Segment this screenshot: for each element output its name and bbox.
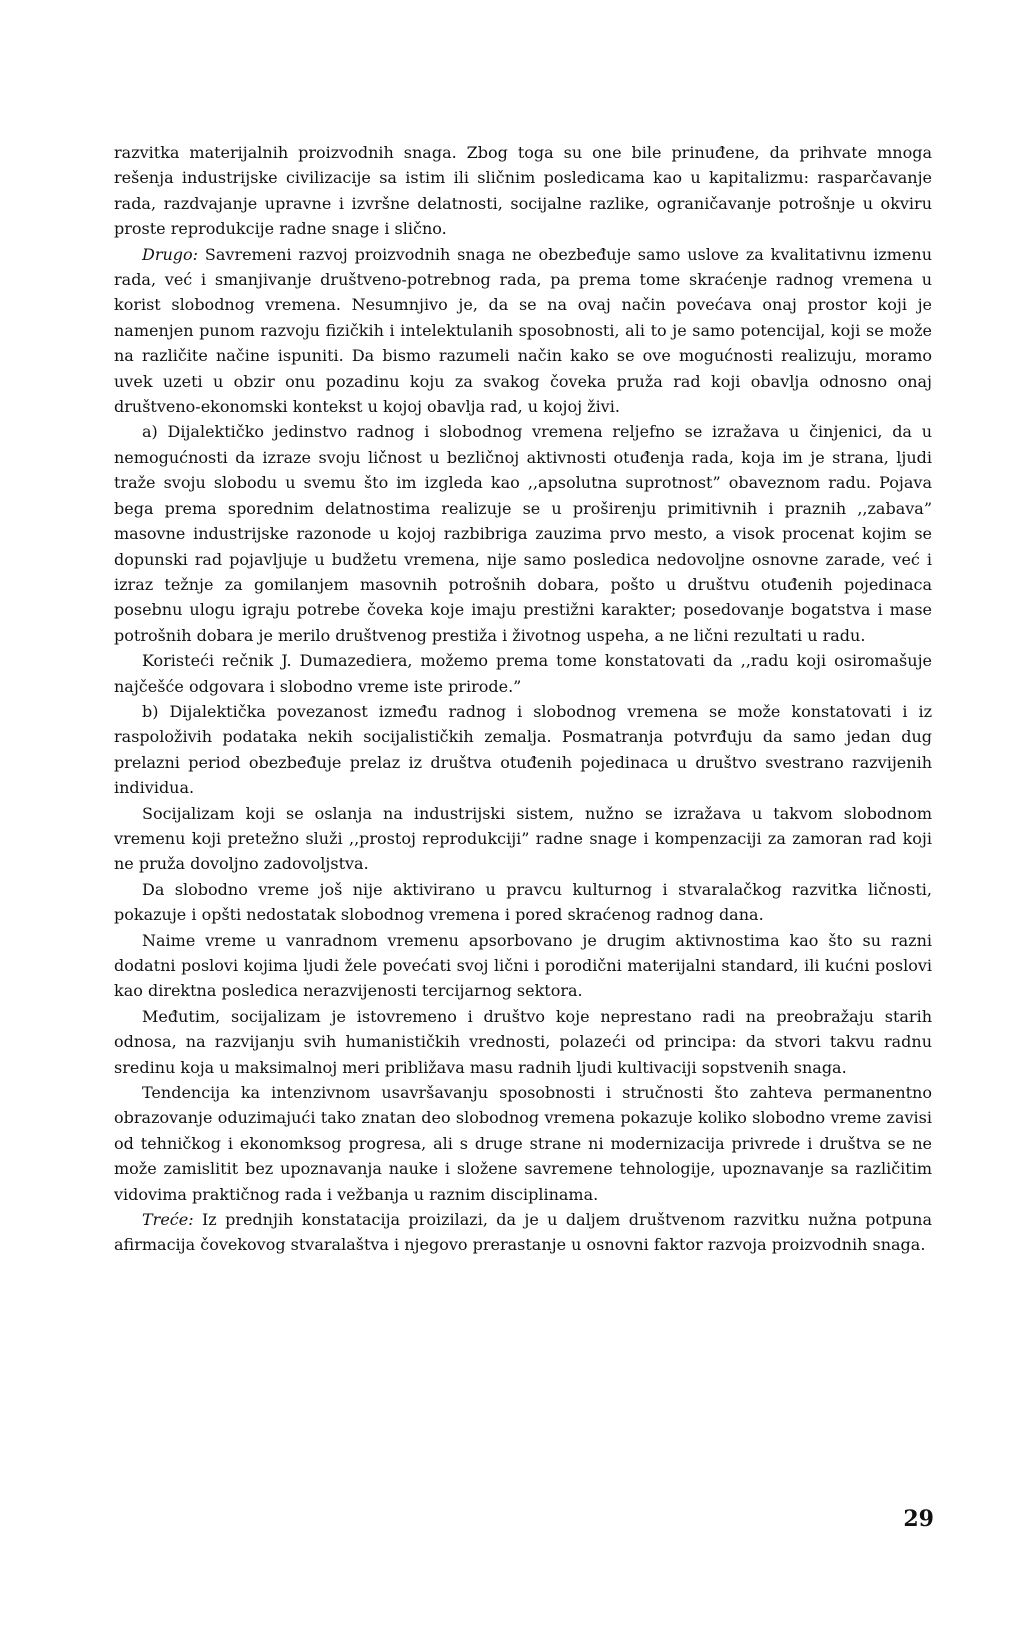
paragraph-9: [114, 1004, 932, 1080]
paragraph-text: razvitka materijalnih proizvodnih snaga. Zbog toga su one bile prinuđene, da prihvate mnoga rešenja industrijske civilizacije sa istim ili sličnim posledicama kao u kapitalizmu: rasparčavanje rada, razdvajanje upravne i izvršne delatnosti, socijalne razlike, ograničavanje potrošnje u okviru proste reprodukcije radne snage i slično.: [114, 143, 932, 239]
paragraph-2: [114, 242, 932, 420]
paragraph-8: [114, 928, 932, 1004]
paragraph-text: Tendencija ka intenzivnom usavršavanju sposobnosti i stručnosti što zahteva permanentno obrazovanje oduzimajući tako znatan deo slobodnog vremena pokazuje koliko slobodno vreme zavisi od tehničkog i ekonomksog progresa, ali s druge strane ni modernizacija privrede i društva se ne može zamislitit bez upoznavanja nauke i složene savremene tehnologije, upoznavanje sa različitim vidovima praktičnog rada i vežbanja u raznim disciplinama.: [114, 1083, 932, 1204]
paragraph-4: [114, 648, 932, 699]
paragraph-text: a) Dijalektičko jedinstvo radnog i slobodnog vremena reljefno se izražava u činjenici, da u nemogućnosti da izraze svoju ličnost u bezličnoj aktivnosti otuđenja rada, koja im je strana, ljudi traže svoju slobodu u svemu što im izgleda kao ,,apsolutna suprotnost” obaveznom radu. Pojava bega prema sporednim delatnostima realizuje se u proširenju primitivnih i praznih ,,zabava” masovne industrijske razonode u kojoj razbibriga zauzima prvo mesto, a visok procenat kojim se dopunski rad pojavljuje u budžetu vremena, nije samo posledica nedovoljne osnovne zarade, već i izraz težnje za gomilanjem masovnih potrošnih dobara, pošto u društvu otuđenih pojedinaca posebnu ulogu igraju potrebe čoveka koje imaju prestižni karakter; posedovanje bogatstva i mase potrošnih dobara je merilo društvenog prestiža i životnog uspeha, a ne lični rezultati u radu.: [114, 422, 932, 645]
paragraph-lead: Treće:: [142, 1210, 194, 1230]
paragraph-1: [114, 140, 932, 242]
paragraph-text: b) Dijalektička povezanost između radnog i slobodnog vremena se može konstatovati i iz raspoloživih podataka nekih socijalističkih zemalja. Posmatranja potvrđuju da samo jedan dug prelazni period obezbeđuje prelaz iz društva otuđenih pojedinaca u društvo svestrano razvijenih individua.: [114, 701, 932, 798]
paragraph-text: Naime vreme u vanradnom vremenu apsorbovano je drugim aktivnostima kao što su razni dodatni poslovi kojima ljudi žele povećati svoj lični i porodični materijalni standard, ili kućni poslovi kao direktna posledica nerazvijenosti tercijarnog sektora.: [114, 930, 932, 1001]
paragraph-11: [114, 1207, 932, 1258]
paragraph-3: [114, 419, 932, 648]
paragraph-text: Socijalizam koji se oslanja na industrijski sistem, nužno se izražava u takvom slobodnom vremenu koji pretežno služi ,,prostoj reprodukciji” radne snage i kompenzaciji za zamoran rad koji ne pruža dovoljno zadovoljstva.: [114, 803, 932, 874]
paragraph-text: Iz prednjih konstatacija proizilazi, da je u daljem društvenom razvitku nužna potpuna afirmacija čovekovog stvaralaštva i njegovo prerastanje u osnovni faktor razvoja proizvodnih snaga.: [114, 1210, 932, 1255]
page-number: 29: [903, 1506, 934, 1532]
paragraph-5: [114, 699, 932, 801]
paragraph-7: [114, 877, 932, 928]
paragraph-text: Koristeći rečnik J. Dumazediera, možemo prema tome konstatovati da ,,radu koji osiromašuje najčešće odgovara i slobodno vreme iste prirode.”: [114, 651, 932, 696]
paragraph-text: Da slobodno vreme još nije aktivirano u pravcu kulturnog i stvaralačkog razvitka ličnosti, pokazuje i opšti nedostatak slobodnog vremena i pored skraćenog radnog dana.: [114, 879, 932, 925]
paragraph-6: [114, 801, 932, 877]
paragraph-lead: Drugo:: [142, 244, 199, 264]
page-body: [114, 140, 932, 1258]
paragraph-10: [114, 1080, 932, 1207]
paragraph-text: Međutim, socijalizam je istovremeno i društvo koje neprestano radi na preobražaju starih odnosa, na razvijanju svih humanističkih vrednosti, polazeći od principa: da stvori takvu radnu sredinu koja u maksimalnoj meri približava masu radnih ljudi kultivaciji sopstvenih snaga.: [114, 1006, 932, 1077]
paragraph-text: Savremeni razvoj proizvodnih snaga ne obezbeđuje samo uslove za kvalitativnu izmenu rada, već i smanjivanje društveno-potrebnog rada, pa prema tome skraćenje radnog vremena u korist slobodnog vremena. Nesumnjivo je, da se na ovaj način povećava onaj prostor koji je namenjen punom razvoju fizičkih i intelektulanih sposobnosti, ali to je samo potencijal, koji se može na različite načine ispuniti. Da bismo razumeli način kako se ove mogućnosti realizuju, moramo uvek uzeti u obzir onu pozadinu koju za svakog čoveka pruža rad koji obavlja odnosno onaj društveno-ekonomski kontekst u kojoj obavlja rad, u kojoj živi.: [114, 244, 932, 417]
